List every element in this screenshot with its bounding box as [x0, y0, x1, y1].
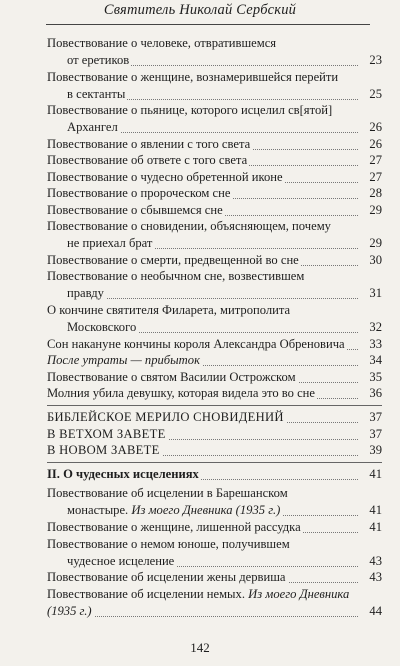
toc-page-number: 27 [358, 169, 382, 186]
toc-page-number: 44 [358, 603, 382, 620]
toc-entry-text: Повествование о женщине, лишенной рассудка [47, 520, 301, 535]
toc-page-number: 43 [358, 553, 382, 570]
toc-entry-source: (1935 г.) [47, 603, 92, 618]
toc-page-number: 35 [358, 369, 382, 386]
toc-entry-text: Повествование о чудесно обретенной иконе [47, 169, 283, 184]
toc-entry-text: Повествование о сбывшемся сне [47, 202, 223, 217]
toc-entry-text: В НОВОМ ЗАВЕТЕ [47, 442, 160, 457]
toc-entry [47, 536, 382, 570]
toc-entry-text: Повествование о человеке, отвратившемся [47, 35, 277, 50]
toc-page-number: 27 [358, 152, 382, 169]
toc-entry-text: Повествование о пророческом сне [47, 186, 231, 201]
toc-entry [47, 268, 382, 302]
toc-entry [47, 442, 382, 459]
toc-entry-text: Повествование о явлении с того света [47, 137, 251, 152]
toc-entry-text: БИБЛЕЙСКОЕ МЕРИЛО СНОВИДЕНИЙ [47, 410, 284, 425]
toc-page-number: 29 [358, 235, 382, 252]
header-rule [46, 24, 370, 25]
toc-page-number: 31 [358, 285, 382, 302]
toc-entry [47, 369, 382, 386]
toc-page-number: 26 [358, 136, 382, 153]
toc-entry [47, 426, 382, 443]
toc-page-number: 41 [358, 466, 382, 483]
toc-page-number: 36 [358, 385, 382, 402]
toc-entry [47, 409, 382, 426]
toc-entry [47, 152, 382, 169]
toc-page-number: 26 [358, 119, 382, 136]
toc-page-number: 41 [358, 519, 382, 536]
toc-entry-text: Повествование об исцелении немых. [47, 586, 249, 601]
toc-entry [47, 352, 382, 369]
toc-entry-text [47, 586, 351, 603]
toc-entry [47, 218, 382, 252]
toc-entry [47, 586, 382, 620]
toc-entry [47, 569, 382, 586]
toc-page-number: 30 [358, 252, 382, 269]
toc-entry-text: После утраты — прибыток [47, 353, 200, 368]
toc-page-number: 29 [358, 202, 382, 219]
toc-entry [47, 136, 382, 153]
toc-entry-text: О кончине святителя Филарета, митрополита [47, 303, 291, 318]
toc-entry-text: Повествование о смерти, предвещенной во сне [47, 252, 299, 267]
toc-entry-text: II. О чудесных исцелениях [47, 467, 199, 482]
toc-entry [47, 385, 382, 402]
toc-entry-text: чудесное исцеление [47, 553, 176, 570]
toc-entry-text: Повествование о немом юноше, получившем [47, 536, 290, 551]
toc-entry [47, 69, 382, 103]
section-divider [47, 405, 382, 406]
toc-entry-text: В ВЕТХОМ ЗАВЕТЕ [47, 426, 166, 441]
toc-entry-text: в сектанты [47, 86, 127, 103]
toc-page-number: 34 [358, 352, 382, 369]
toc-entry-text: Московского [47, 319, 138, 336]
toc-entry-source: Из моего Дневника [248, 586, 350, 601]
section-divider [47, 462, 382, 463]
toc-entry-text: Повествование о необычном сне, возвестившем [47, 269, 305, 284]
toc-page-number: 25 [358, 86, 382, 103]
toc-entry [47, 35, 382, 69]
toc-entry [47, 485, 382, 519]
toc-page-number: 32 [358, 319, 382, 336]
toc-entry-source: Из моего Дневника (1935 г.) [131, 503, 281, 518]
toc-entry [47, 102, 382, 136]
toc-page-number: 28 [358, 185, 382, 202]
toc-section-heading [47, 466, 382, 483]
toc-entry-text: Повествование о пьянице, которого исцелил св[ятой] [47, 103, 333, 118]
toc-entry-text: Повествование об исцелении жены дервиша [47, 570, 286, 585]
toc-page-number: 39 [358, 442, 382, 459]
toc-entry-text: Сон накануне кончины короля Александра Обреновича [47, 337, 345, 352]
toc-page-number: 37 [358, 409, 382, 426]
toc-entry-text: от еретиков [47, 52, 131, 69]
toc-entry-text: Молния убила девушку, которая видела это во сне [47, 386, 315, 401]
toc-page-number: 23 [358, 52, 382, 69]
toc-page-number: 41 [358, 502, 382, 519]
running-header: Святитель Николай Сербский [103, 2, 297, 18]
toc-entry-text: не приехал брат [47, 235, 154, 252]
toc-entry [47, 202, 382, 219]
toc-entry-text: Повествование о женщине, вознамерившейся перейти [47, 69, 339, 84]
toc-page-number: 43 [358, 569, 382, 586]
toc-entry-text: монастыре. [67, 503, 129, 518]
toc-entry-text: Повествование об исцелении в Барешанском [47, 486, 288, 501]
toc-entry-text: Повествование о святом Василии Острожском [47, 369, 296, 384]
toc-page-number: 37 [358, 426, 382, 443]
toc-entry-text: правду [47, 285, 106, 302]
toc-entry-text: Повествование о сновидении, объясняющем, почему [47, 219, 331, 234]
toc-entry [47, 252, 382, 269]
toc-entry [47, 169, 382, 186]
toc-entry-text: Архангел [47, 119, 120, 136]
toc-entry-text: Повествование об ответе с того света [47, 153, 248, 168]
toc-entry [47, 519, 382, 536]
toc-entry [47, 185, 382, 202]
page-number: 142 [190, 640, 210, 655]
toc-page-number: 33 [358, 336, 382, 353]
